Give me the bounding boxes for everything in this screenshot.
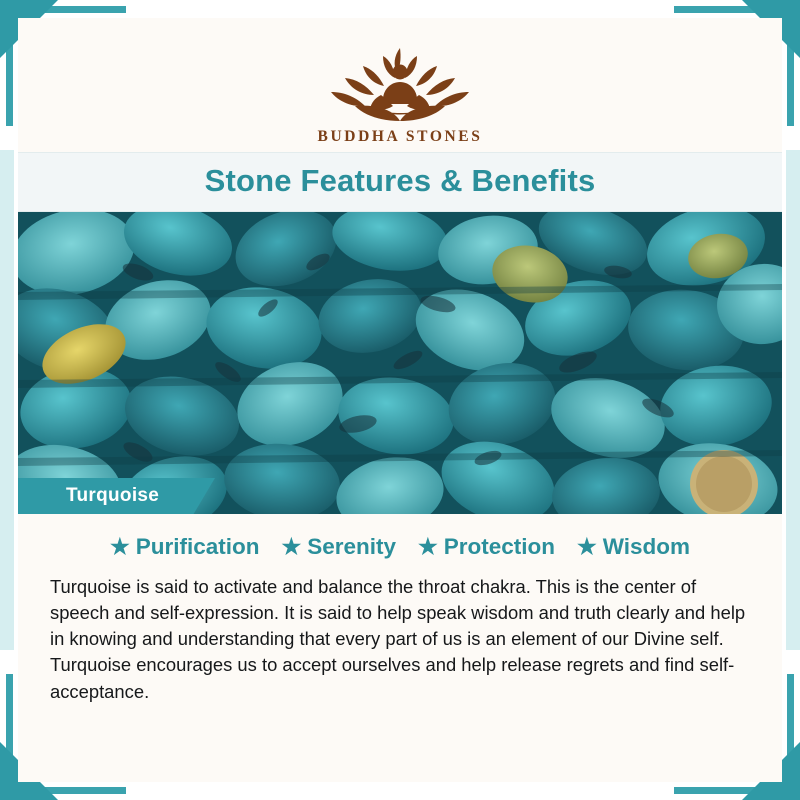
star-icon: ★ [109,534,130,559]
edge-band-left [0,150,14,650]
benefits-row [18,514,782,570]
benefit-item [281,534,396,560]
content-card [18,18,782,782]
benefit-item [110,534,260,560]
lotus-meditation-figure-icon [18,32,782,124]
brand-name: BUDDHA STONES [317,128,483,145]
benefit-label: Protection [443,534,555,559]
stone-name-badge: Turquoise [18,478,193,514]
star-icon: ★ [417,534,438,559]
brand-header [18,18,782,152]
benefit-label: Wisdom [602,534,691,559]
hero-image [18,212,782,514]
benefit-label: Serenity [307,534,396,559]
star-icon: ★ [576,534,597,559]
description-text: Turquoise is said to activate and balance the throat chakra. This is the center of speech and self-expression. It is said to help speak wisdom and truth clearly and help in knowing and understanding that every part of us is an element of our Divine self. Turquoise encourages us to accept ourselves and help release regrets and find self-acceptance. [50,576,746,702]
star-icon: ★ [281,534,302,559]
page-title: Stone Features & Benefits [204,163,596,198]
description-block [18,570,782,782]
benefit-item [577,534,690,560]
benefit-item [418,534,555,560]
headline-bar [18,152,782,212]
benefit-label: Purification [135,534,260,559]
edge-band-right [786,150,800,650]
